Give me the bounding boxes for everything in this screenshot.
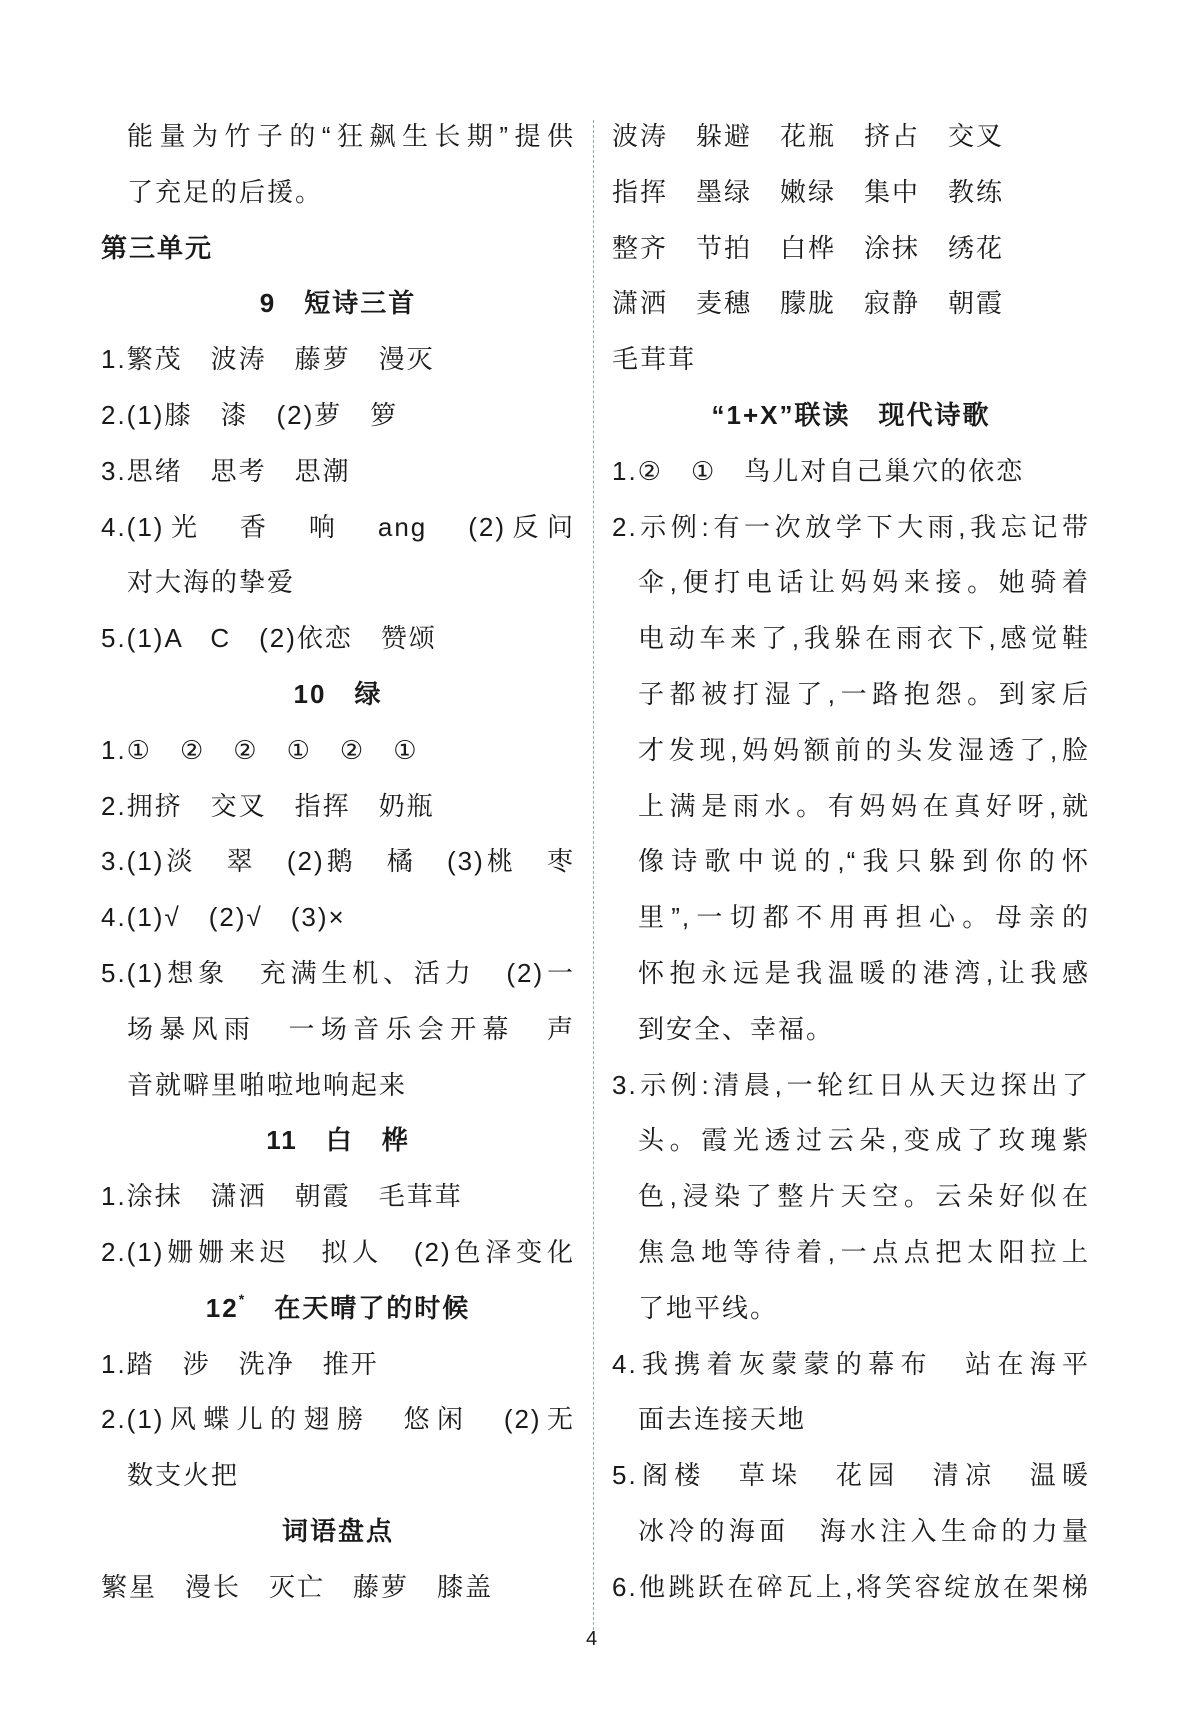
lesson-heading: 11 白 桦	[266, 1125, 410, 1156]
word-line: 波涛 躲避 花瓶 挤占 交叉	[612, 121, 1005, 151]
lesson-heading: 9 短诗三首	[259, 288, 417, 319]
word-line: 潇洒 麦穗 朦胧 寂静 朝霞	[612, 288, 1005, 319]
answer-line: 1.② ① 鸟儿对自己巢穴的依恋	[612, 455, 1025, 486]
answer-line: 2.(1)姗姗来迟 拟人 (2)色泽变化	[101, 1236, 575, 1267]
answer-line: 怀抱永远是我温暖的港湾,让我感	[638, 957, 1090, 988]
lesson-heading: 10 绿	[293, 678, 383, 709]
answer-line: 冰冷的海面 海水注入生命的力量	[638, 1515, 1090, 1546]
answer-line: 色,浸染了整片天空。云朵好似在	[638, 1181, 1090, 1212]
answer-line: 面去连接天地	[638, 1404, 807, 1435]
answer-line: 头。霞光透过云朵,变成了玫瑰紫	[638, 1125, 1090, 1156]
answer-line: 上满是雨水。有妈妈在真好呀,就	[638, 790, 1090, 821]
lesson-title: 在天晴了的时候	[274, 1292, 471, 1323]
answer-line: 电动车来了,我躲在雨衣下,感觉鞋	[638, 623, 1090, 654]
left-column	[101, 109, 575, 1616]
optional-mark: *	[238, 1290, 247, 1307]
answer-line: 对大海的挚爱	[127, 567, 296, 598]
answer-line: 里”,一切都不用再担心。母亲的	[638, 902, 1090, 933]
answer-line: 伞,便打电话让妈妈来接。她骑着	[638, 567, 1090, 598]
word-line: 毛茸茸	[612, 344, 697, 375]
answer-line: 像诗歌中说的,“我只躲到你的怀	[638, 846, 1090, 877]
answer-line: 才发现,妈妈额前的头发湿透了,脸	[638, 734, 1090, 765]
answer-line: 焦急地等待着,一点点把太阳拉上	[638, 1236, 1090, 1267]
answer-line: 数支火把	[127, 1460, 240, 1491]
answer-line: 4.(1)√ (2)√ (3)×	[101, 902, 346, 933]
page-number: 4	[586, 1628, 598, 1650]
word-line: 指挥 墨绿 嫩绿 集中 教练	[612, 176, 1005, 207]
answer-line: 3.思绪 思考 思潮	[101, 455, 351, 486]
answer-line: 3.示例:清晨,一轮红日从天边探出了	[612, 1069, 1090, 1100]
section-heading: “1+X”联读 现代诗歌	[711, 399, 991, 430]
answer-line: 子都被打湿了,一路抱怨。到家后	[638, 678, 1090, 709]
text-line: 了充足的后援。	[127, 176, 324, 207]
unit-heading: 第三单元	[101, 232, 214, 263]
answer-line: 1.涂抹 潇洒 朝霞 毛茸茸	[101, 1181, 463, 1212]
answer-line: 1.繁茂 波涛 藤萝 漫灭	[101, 344, 435, 375]
answer-line: 3.(1)淡 翠 (2)鹅 橘 (3)桃 枣	[101, 846, 575, 877]
answer-line: 1.踏 涉 洗净 推开	[101, 1348, 379, 1379]
answer-line: 4.(1)光 香 响 ang (2)反问	[101, 511, 575, 542]
answer-line: 2.(1)膝 漆 (2)萝 箩	[101, 399, 399, 430]
text-line: 能量为竹子的“狂飙生长期”提供	[127, 121, 575, 151]
answer-line: 6.他跳跃在碎瓦上,将笑容绽放在架梯	[612, 1571, 1090, 1602]
answer-line: 2.(1)风蝶儿的翅膀 悠闲 (2)无	[101, 1404, 575, 1435]
lesson-number: 12	[205, 1292, 239, 1323]
answer-line: 2.拥挤 交叉 指挥 奶瓶	[101, 790, 435, 821]
answer-line: 4.我携着灰蒙蒙的幕布 站在海平	[612, 1348, 1090, 1379]
section-heading: 词语盘点	[281, 1515, 394, 1546]
answer-line: 5.阁楼 草垛 花园 清凉 温暖	[612, 1460, 1090, 1491]
column-divider	[593, 120, 594, 1640]
answer-line: 到安全、幸福。	[638, 1013, 835, 1044]
answer-line: 了地平线。	[638, 1292, 779, 1323]
answer-line: 5.(1)想象 充满生机、活力 (2)一	[101, 957, 575, 988]
word-line: 整齐 节拍 白桦 涂抹 绣花	[612, 232, 1005, 263]
answer-line: 场暴风雨 一场音乐会开幕 声	[127, 1013, 575, 1044]
lesson-heading	[101, 1281, 575, 1337]
answer-line: 2.示例:有一次放学下大雨,我忘记带	[612, 511, 1090, 542]
answer-line: 5.(1)A C (2)依恋 赞颂	[101, 623, 437, 654]
right-column	[612, 109, 1090, 1616]
answer-line: 音就噼里啪啦地响起来	[127, 1069, 408, 1100]
word-line: 繁星 漫长 灭亡 藤萝 膝盖	[101, 1571, 494, 1602]
answer-line: 1.① ② ② ① ② ①	[101, 734, 419, 765]
